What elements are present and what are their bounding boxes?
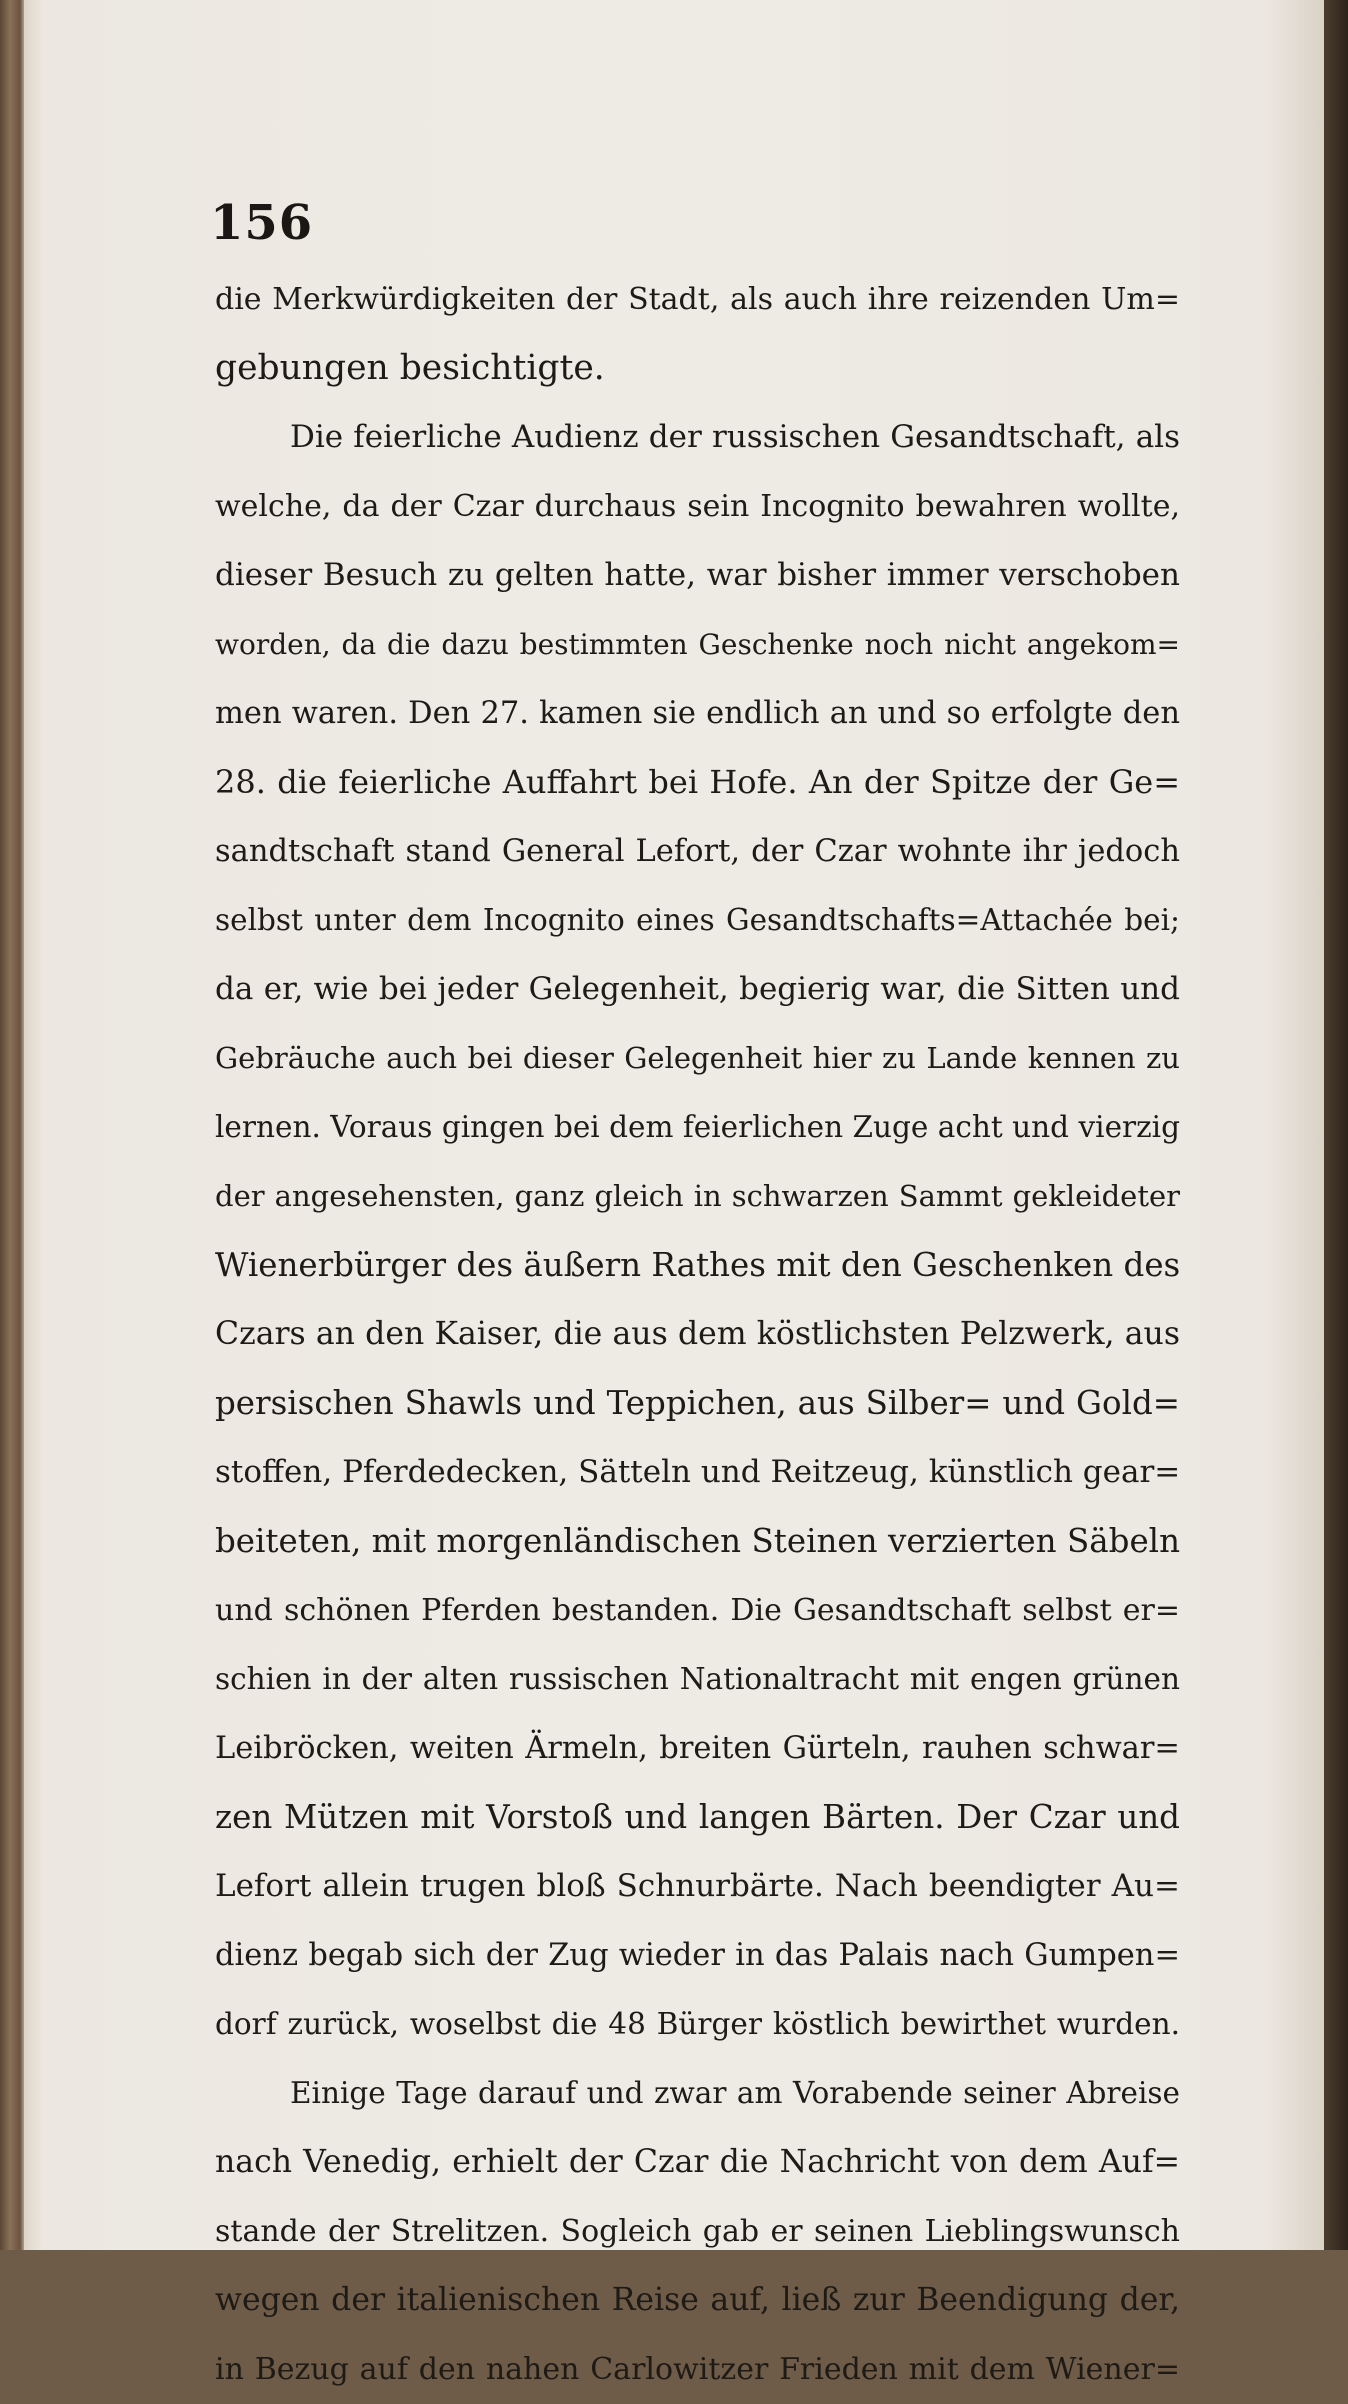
text-line: persischen Shawls und Teppichen, aus Silber= und Gold=: [215, 1384, 1180, 1422]
text-line: gebungen besichtigte.: [215, 348, 605, 388]
text-line: da er, wie bei jeder Gelegenheit, begierig war, die Sitten und: [215, 971, 1180, 1007]
text-line: men waren. Den 27. kamen sie endlich an und so erfolgte den: [215, 696, 1180, 731]
text-line: stoffen, Pferdedecken, Sätteln und Reitzeug, künstlich gear=: [215, 1454, 1181, 1490]
text-line: welche, da der Czar durchaus sein Incognito bewahren wollte,: [215, 489, 1180, 524]
text-line: lernen. Voraus gingen bei dem feierlichen Zuge acht und vierzig: [215, 1110, 1180, 1144]
text-line: nach Venedig, erhielt der Czar die Nachricht von dem Auf=: [215, 2144, 1180, 2180]
book-edge: [1324, 0, 1348, 2250]
text-line: Leibröcken, weiten Ärmeln, breiten Gürteln, rauhen schwar=: [215, 1731, 1180, 1766]
text-line: Gebräuche auch bei dieser Gelegenheit hier zu Lande kennen zu: [215, 1041, 1180, 1075]
page-number: 156: [210, 195, 314, 251]
body-text: [215, 265, 1180, 2404]
text-line: worden, da die dazu bestimmten Geschenke noch nicht angekom=: [215, 628, 1180, 661]
text-line: in Bezug auf den nahen Carlowitzer Frieden mit dem Wiener=: [215, 2352, 1180, 2387]
text-line: dienz begab sich der Zug wieder in das Palais nach Gumpen=: [215, 1938, 1180, 1973]
text-line: schien in der alten russischen Nationaltracht mit engen grünen: [215, 1662, 1180, 1696]
text-line: dorf zurück, woselbst die 48 Bürger köstlich bewirthet wurden.: [215, 2007, 1180, 2041]
text-line: Czars an den Kaiser, die aus dem köstlichsten Pelzwerk, aus: [215, 1316, 1180, 1352]
text-line: stande der Strelitzen. Sogleich gab er seinen Lieblingswunsch: [215, 2214, 1180, 2249]
text-line: sandtschaft stand General Lefort, der Czar wohnte ihr jedoch: [215, 834, 1180, 869]
text-line: dieser Besuch zu gelten hatte, war bisher immer verschoben: [215, 557, 1180, 593]
text-line: zen Mützen mit Vorstoß und langen Bärten. Der Czar und: [215, 1798, 1180, 1836]
text-line: die Merkwürdigkeiten der Stadt, als auch ihre reizenden Um=: [215, 282, 1180, 317]
text-line: wegen der italienischen Reise auf, ließ zur Beendigung der,: [215, 2282, 1180, 2318]
text-line: selbst unter dem Incognito eines Gesandtschafts=Attachée bei;: [215, 903, 1180, 937]
text-line: Einige Tage darauf und zwar am Vorabende seiner Abreise: [290, 2076, 1180, 2110]
text-line: und schönen Pferden bestanden. Die Gesandtschaft selbst er=: [215, 1593, 1180, 1628]
text-line: Wienerbürger des äußern Rathes mit den Geschenken des: [215, 1246, 1181, 1284]
text-line: Lefort allein trugen bloß Schnurbärte. Nach beendigter Au=: [215, 1868, 1180, 1904]
text-line: 28. die feierliche Auffahrt bei Hofe. An der Spitze der Ge=: [215, 763, 1180, 801]
text-line: beiteten, mit morgenländischen Steinen verzierten Säbeln: [215, 1522, 1180, 1560]
text-line: Die feierliche Audienz der russischen Gesandtschaft, als: [290, 419, 1180, 455]
text-line: der angesehensten, ganz gleich in schwarzen Sammt gekleideter: [215, 1179, 1180, 1213]
